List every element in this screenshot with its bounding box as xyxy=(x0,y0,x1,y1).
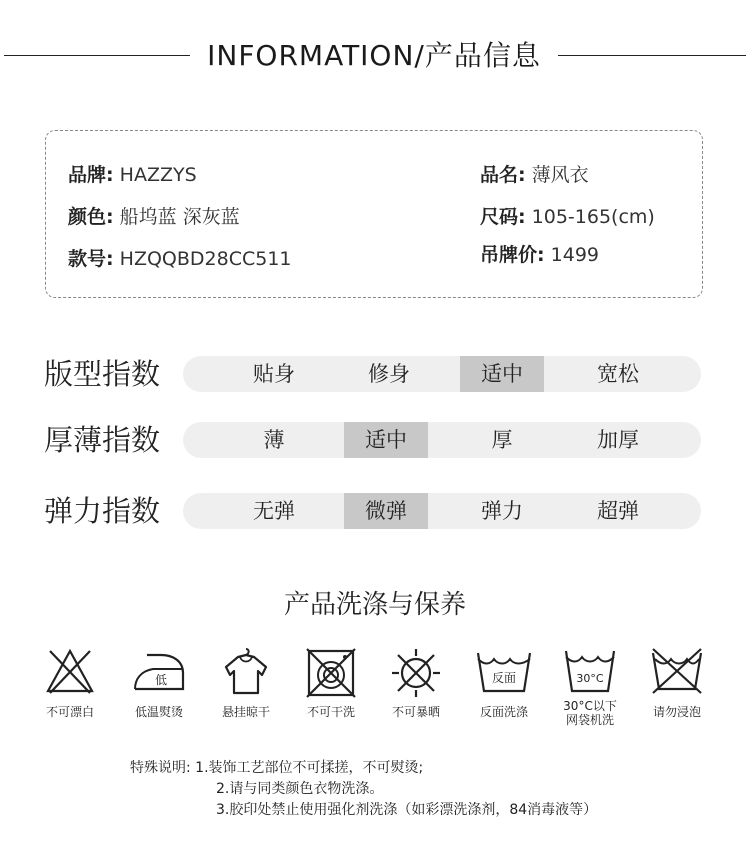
product-info-box xyxy=(45,130,703,298)
fit-rating-row xyxy=(0,354,750,398)
thickness-rating-row xyxy=(0,420,750,464)
hang-dry-icon xyxy=(218,645,274,697)
section-header xyxy=(0,34,750,74)
care-item-no-soak xyxy=(632,645,722,719)
price-value: 1499 xyxy=(550,244,600,266)
price-key: 吊牌价: xyxy=(480,244,545,266)
care-item-no-sun-dry xyxy=(371,645,461,719)
machine-wash-30-icon xyxy=(562,645,618,697)
care-icons-band xyxy=(25,645,715,745)
product-name-value: 薄风衣 xyxy=(531,164,589,186)
stretch-option-1: 无弹 xyxy=(253,499,295,523)
stretch-option-4: 超弹 xyxy=(597,499,639,523)
product-name-key: 品名: xyxy=(480,164,526,186)
wash-inside-out-icon xyxy=(472,645,536,697)
care-item-no-bleach xyxy=(25,645,115,719)
care-label-no-sun-dry: 不可暴晒 xyxy=(391,705,440,719)
low-iron-icon xyxy=(127,645,191,697)
thickness-option-1: 薄 xyxy=(263,428,285,452)
size-value: 105-165(cm) xyxy=(531,206,655,228)
brand-value: HAZZYS xyxy=(119,164,197,186)
care-label-machine-wash xyxy=(545,699,635,727)
stretch-rating-row xyxy=(0,491,750,535)
care-label-machine-wash-line2: 网袋机洗 xyxy=(565,713,614,727)
stretch-option-3: 弹力 xyxy=(481,499,523,523)
care-item-hang-dry xyxy=(201,645,291,719)
no-bleach-icon xyxy=(42,645,98,697)
thickness-option-2-selected: 适中 xyxy=(344,422,428,458)
care-label-low-iron: 低温熨烫 xyxy=(134,705,183,719)
care-label-no-bleach: 不可漂白 xyxy=(45,705,94,719)
size-key: 尺码: xyxy=(480,206,526,228)
low-iron-icon-text: 低 xyxy=(154,673,168,687)
thickness-option-4: 加厚 xyxy=(597,428,639,452)
style-number-key: 款号: xyxy=(68,248,114,270)
thickness-rating-label: 厚薄指数 xyxy=(44,423,161,457)
header-divider-right xyxy=(558,55,746,56)
price-field xyxy=(480,240,599,267)
size-field xyxy=(480,202,655,229)
fit-option-1: 贴身 xyxy=(253,362,295,386)
note-line-1: 特殊说明: 1.装饰工艺部位不可揉搓，不可熨烫; xyxy=(130,760,424,776)
color-key: 颜色: xyxy=(68,206,114,228)
care-label-no-soak: 请勿浸泡 xyxy=(652,705,701,719)
color-value: 船坞蓝 深灰蓝 xyxy=(119,206,240,228)
fit-option-3-selected: 适中 xyxy=(460,356,544,392)
header-divider-left xyxy=(4,55,190,56)
care-section-title: 产品洗涤与保养 xyxy=(283,590,466,620)
care-label-no-dry-clean: 不可干洗 xyxy=(306,705,355,719)
fit-option-4: 宽松 xyxy=(597,362,639,386)
note-line-2: 2.请与同类颜色衣物洗涤。 xyxy=(216,781,384,797)
care-item-wash-inside-out xyxy=(459,645,549,719)
fit-rating-label: 版型指数 xyxy=(44,357,161,391)
note-line-3: 3.胶印处禁止使用强化剂洗涤（如彩漂洗涤剂，84消毒液等） xyxy=(216,802,598,818)
thickness-option-3: 厚 xyxy=(491,428,513,452)
care-item-no-dry-clean xyxy=(286,645,376,719)
stretch-rating-label: 弹力指数 xyxy=(44,494,161,528)
care-item-low-iron xyxy=(114,645,204,719)
no-sun-dry-icon xyxy=(388,645,444,701)
brand-key: 品牌: xyxy=(68,164,114,186)
stretch-option-2-selected: 微弹 xyxy=(344,493,428,529)
style-number-field xyxy=(68,244,292,271)
fit-option-2: 修身 xyxy=(368,362,410,386)
product-name-field xyxy=(480,160,589,187)
care-item-machine-wash-30 xyxy=(545,645,635,727)
style-number-value: HZQQBD28CC511 xyxy=(119,248,292,270)
care-label-wash-inside-out: 反面洗涤 xyxy=(479,705,528,719)
wash-inside-out-icon-text: 反面 xyxy=(491,671,517,685)
care-label-hang-dry: 悬挂晾干 xyxy=(221,705,270,719)
care-label-machine-wash-line1: 30°C以下 xyxy=(563,699,617,713)
machine-wash-icon-text: 30°C xyxy=(576,672,604,685)
brand-field xyxy=(68,160,197,187)
page-title: INFORMATION/产品信息 xyxy=(207,39,541,72)
no-soak-icon xyxy=(649,645,705,697)
color-field xyxy=(68,202,240,229)
no-dry-clean-icon xyxy=(303,645,359,701)
